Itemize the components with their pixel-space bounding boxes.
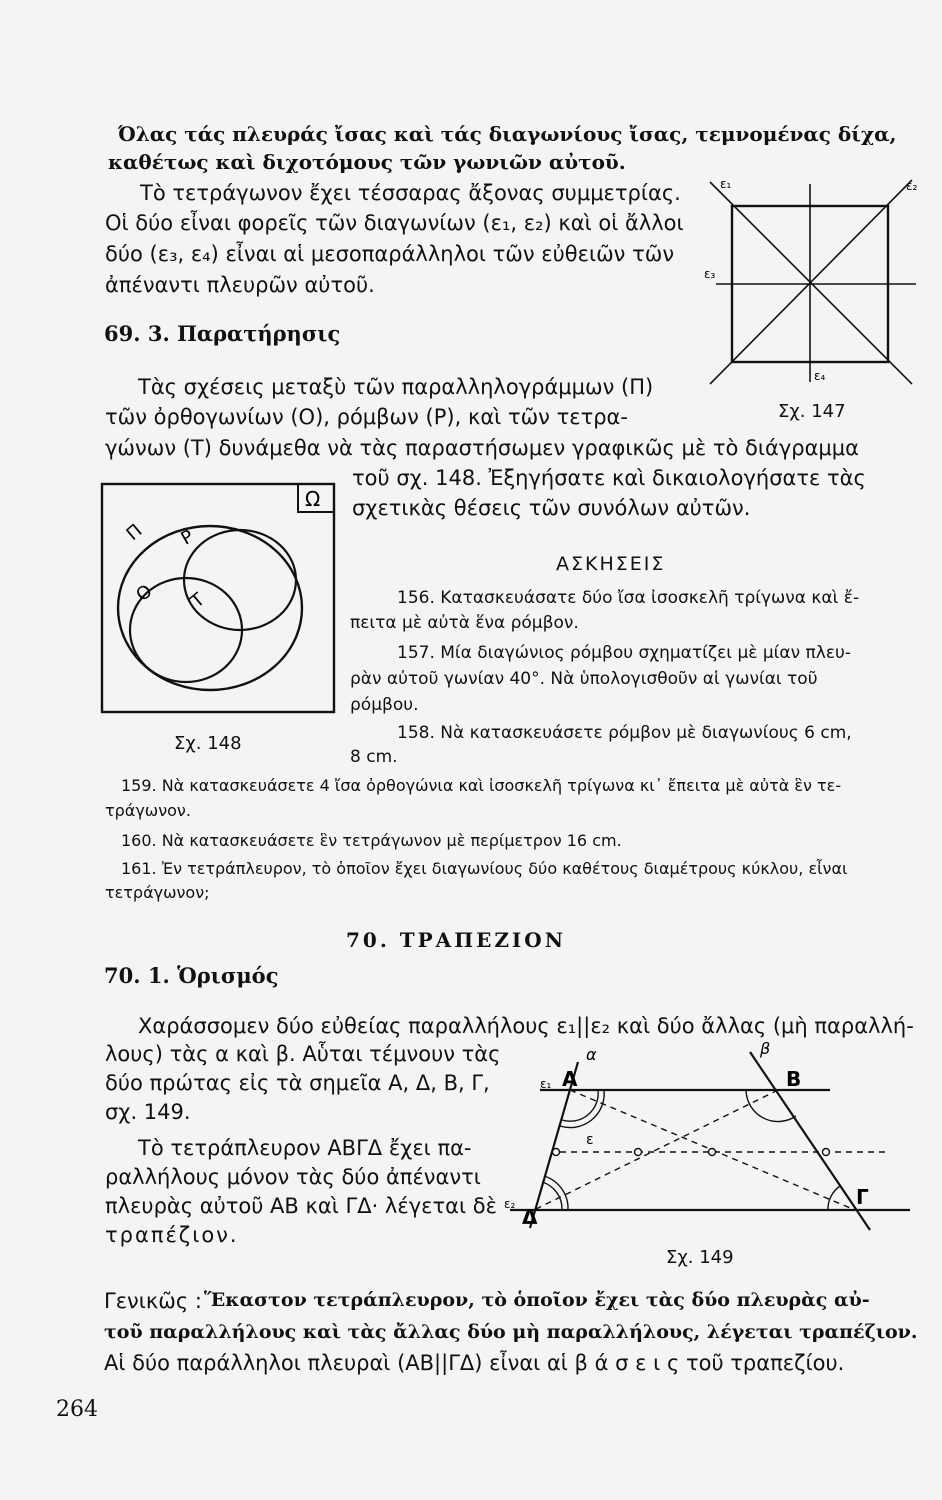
s70-p1-line-4: σχ. 149. [105,1100,191,1124]
point-mid-1 [635,1149,642,1156]
fig148-caption: Σχ. 148 [174,733,242,754]
label-G: Γ [856,1185,869,1209]
intro-line-2: καθέτως καὶ διχοτόμους τῶν γωνιῶν αὐτοῦ. [108,150,626,174]
ex159-line-2: τράγωνον. [105,801,191,820]
label-T: Τ [186,589,209,613]
ex156-line-1: 156. Κατασκευάσατε δύο ἴσα ἰσοσκελῆ τρίγωνα καὶ ἔ- [397,588,860,608]
ex159-line-1: 159. Νὰ κατασκευάσετε 4 ἴσα ὀρθογώνια καὶ ἰσοσκελῆ τρίγωνα κι᾽ ἔπειτα μὲ αὐτὰ ἓν τε- [121,776,842,795]
label-a: α [586,1045,597,1064]
s70-p1-line-2: λους) τὰς α καὶ β. Αὗται τέμνουν τὰς [105,1042,501,1066]
exercises-heading: ΑΣΚΗΣΕΙΣ [556,553,666,575]
page-number: 264 [56,1397,98,1422]
fig149-caption: Σχ. 149 [666,1247,734,1268]
s70-p2-line-1: Τὸ τετράπλευρον ΑΒΓΔ ἔχει πα- [138,1136,472,1160]
ex158-line-2: 8 cm. [350,747,398,767]
s70-p1-line-1: Χαράσσομεν δύο εὐθείας παραλλήλους ε₁||ε₂ καὶ δύο ἄλλας (μὴ παραλλή- [138,1014,914,1038]
label-e2: ε₂ [906,179,918,193]
ex161-line-1: 161. Ἐν τετράπλευρον, τὸ ὁποῖον ἔχει διαγωνίους δύο καθέτους διαμέτρους κύκλου, εἶναι [121,859,848,878]
s70-p3-prefix: Γενικῶς : [104,1289,202,1313]
universe-frame [102,484,334,712]
s70-p2-line-4: τραπέζιον. [105,1223,239,1247]
figure-147-square [690,170,930,430]
fig147-caption: Σχ. 147 [778,401,846,422]
label-b: β [760,1039,771,1058]
s70-p4: Αἱ δύο παράλληλοι πλευραὶ (ΑΒ||ΓΔ) εἶναι αἱ β ά σ ε ι ς τοῦ τραπεζίου. [104,1351,845,1375]
ex161-line-2: τετράγωνον; [105,883,210,902]
intro-line-4: Οἱ δύο εἶναι φορεῖς τῶν διαγωνίων (ε₁, ε₂) καὶ οἱ ἄλλοι [105,211,684,235]
angle-arc-D2 [544,1176,568,1210]
s70-p2-line-3: πλευρὰς αὐτοῦ ΑΒ καὶ ΓΔ· λέγεται δὲ [105,1194,497,1218]
angle-arc-G [828,1186,840,1210]
intro-line-6: ἀπέναντι πλευρῶν αὐτοῦ. [105,273,375,297]
angle-arc-B [746,1090,796,1122]
point-mid-right [823,1149,830,1156]
intro-line-5: δύο (ε₃, ε₄) εἶναι αἱ μεσοπαράλληλοι τῶν εὐθειῶν τῶν [105,242,675,266]
s693-line-4: τοῦ σχ. 148. Ἐξηγήσατε καὶ δικαιολογήσατε τὰς [352,466,866,490]
label-O: Ο [132,580,157,606]
omega-label: Ω [305,487,321,511]
label-e3: ε₃ [704,267,716,281]
label-R: Ρ [177,525,198,550]
label-A: Α [562,1067,578,1091]
figure-148-venn [100,482,340,722]
ex158-line-1: 158. Νὰ κατασκευάσετε ρόμβον μὲ διαγωνίους 6 cm, [397,723,852,743]
label-D: Δ [522,1205,538,1229]
label-e4: ε₄ [814,369,826,383]
intro-line-3: Τὸ τετράγωνον ἔχει τέσσαρας ἄξονας συμμετρίας. [140,181,681,205]
label-B: Β [786,1067,802,1091]
diagonal-BD [534,1090,778,1210]
s70-p3-bold-line-1: Ἕκαστον τετράπλευρον, τὸ ὁποῖον ἔχει τὰς δύο πλευρὰς αὐ- [204,1289,870,1311]
s693-line-5: σχετικὰς θέσεις τῶν συνόλων αὐτῶν. [352,496,751,520]
point-mid-left [553,1149,560,1156]
point-mid-2 [709,1149,716,1156]
ex156-line-2: πειτα μὲ αὐτὰ ἕνα ρόμβον. [350,613,579,633]
s693-line-1: Τὰς σχέσεις μεταξὺ τῶν παραλληλογράμμων (Π) [138,375,654,399]
s70-p3-bold-line-2: τοῦ παραλλήλους καὶ τὰς ἄλλας δύο μὴ παραλλήλους, λέγεται τραπέζιον. [104,1321,918,1343]
intro-line-1: Όλας τάς πλευράς ἴσας καὶ τάς διαγωνίους ἴσας, τεμνομένας δίχα, [118,122,897,146]
section-70-1-heading: 70. 1. Ὁρισμός [104,963,279,988]
s693-line-3: γώνων (Τ) δυνάμεθα νὰ τὰς παραστήσωμεν γραφικῶς μὲ τὸ διάγραμμα [105,436,859,460]
s70-p2-line-2: ραλλήλους μόνον τὰς δύο ἀπέναντι [105,1165,481,1189]
label-e: ε [586,1132,594,1148]
ex157-line-3: ρόμβου. [350,695,419,715]
figure-149-trapezoid [490,1040,930,1240]
s70-p1-line-3: δύο πρώτας εἰς τὰ σημεῖα Α, Δ, Β, Γ, [105,1071,490,1095]
label-e2: ε₂ [504,1197,516,1211]
s693-line-2: τῶν ὀρθογωνίων (Ο), ρόμβων (Ρ), καὶ τῶν τετρα- [105,405,628,429]
ex160: 160. Νὰ κατασκευάσετε ἓν τετράγωνον μὲ περίμετρον 16 cm. [121,831,622,850]
ex157-line-2: ρὰν αὐτοῦ γωνίαν 40°. Νὰ ὑπολογισθοῦν αἱ γωνίαι τοῦ [350,669,818,689]
ex157-line-1: 157. Μία διαγώνιος ρόμβου σχηματίζει μὲ μίαν πλευ- [397,643,851,663]
section-69-3-heading: 69. 3. Παρατήρησις [104,321,341,346]
section-70-title: 70. ΤΡΑΠΕΖΙΟΝ [346,928,566,952]
line-b [750,1052,870,1230]
label-e1: ε₁ [540,1077,552,1091]
label-e1: ε₁ [720,177,732,191]
label-P: Π [122,520,147,545]
